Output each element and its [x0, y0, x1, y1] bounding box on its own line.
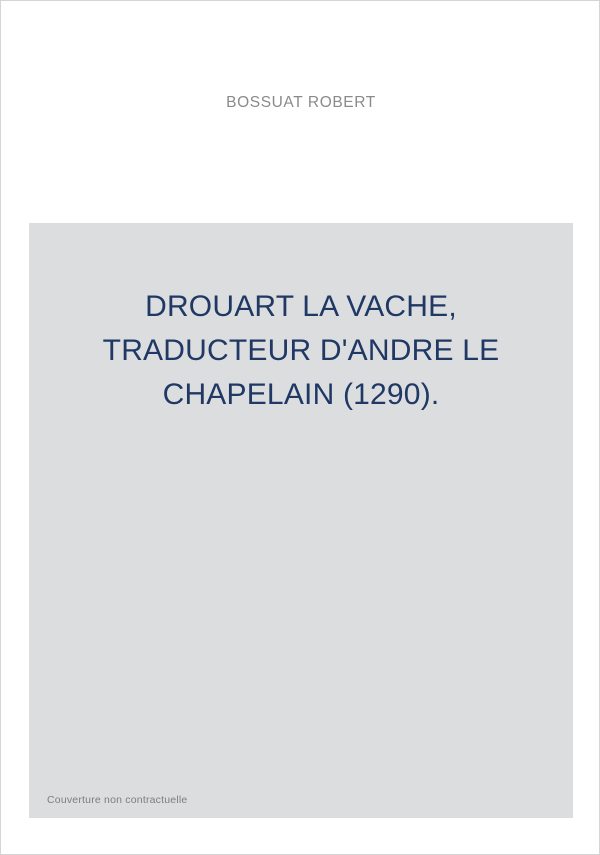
author-name: BOSSUAT ROBERT — [226, 94, 376, 111]
cover-image-placeholder — [29, 223, 573, 818]
cover-disclaimer-text: Couverture non contractuelle — [47, 794, 188, 806]
book-title: DROUART LA VACHE, TRADUCTEUR D'ANDRE LE CHAPELAIN (1290). — [102, 290, 500, 411]
